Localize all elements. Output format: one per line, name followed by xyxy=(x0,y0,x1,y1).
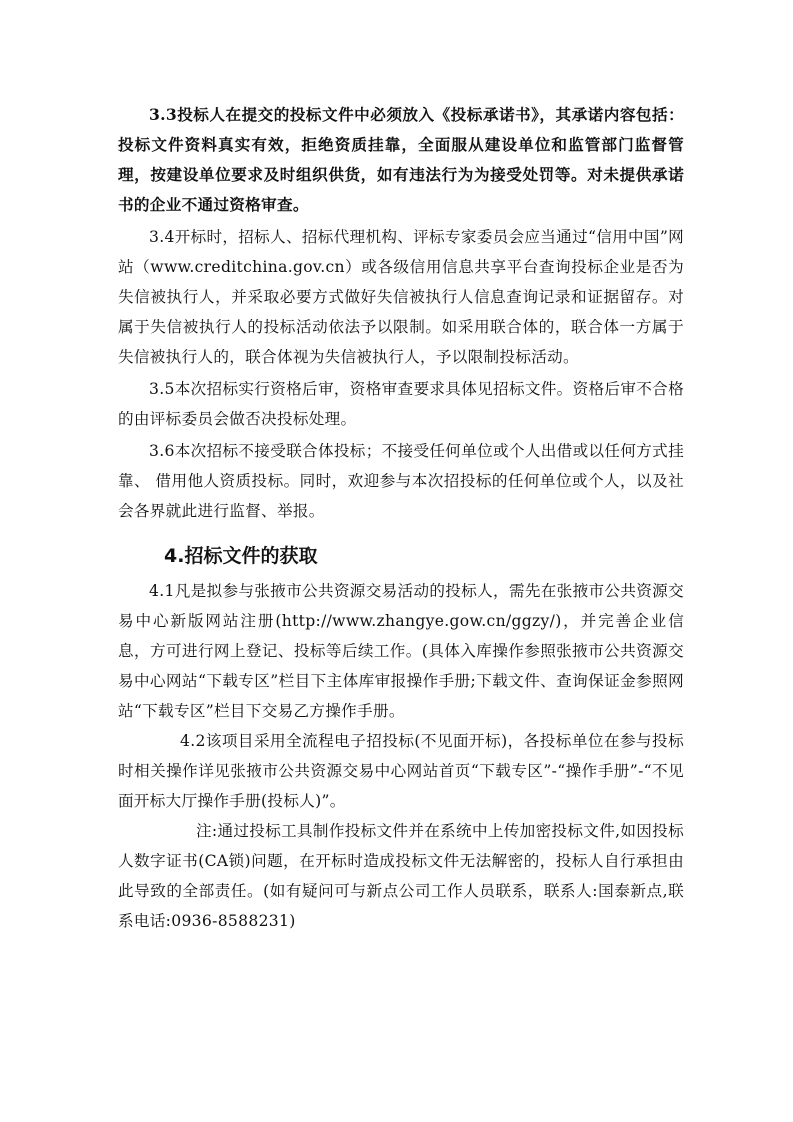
paragraph-3-5: 3.5本次招标实行资格后审，资格审查要求具体见招标文件。资格后审不合格的由评标委员会做否决投标处理。 xyxy=(118,380,684,428)
section-heading-4: 4.招标文件的获取 xyxy=(164,545,318,567)
paragraph-note: 注:通过投标工具制作投标文件并在系统中上传加密投标文件,如因投标人数字证书(CA锁)问题，在开标时造成投标文件无法解密的，投标人自行承担由此导致的全部责任。(如有疑问可与新点公司工作人员联系，联系人:国泰新点,联系电话:0936-8588231) xyxy=(118,822,684,930)
paragraph-3-3: 3.3投标人在提交的投标文件中必须放入《投标承诺书》，其承诺内容包括：投标文件资料真实有效，拒绝资质挂靠，全面服从建设单位和监管部门监督管理，按建设单位要求及时组织供货，如有违法行为为接受处罚等。对未提供承诺书的企业不通过资格审查。 xyxy=(118,105,684,214)
paragraph-4-1: 4.1凡是拟参与张掖市公共资源交易活动的投标人，需先在张掖市公共资源交易中心新版网站注册(http://www.zhangye.gow.cn/ggzy/)，并完善企业信息，方可进行网上登记、投标等后续工作。(具体入库操作参照张掖市公共资源交易中心网站“下载专区”栏目下主体库审报操作手册;下载文件、查询保证金参照网站“下载专区”栏目下交易乙方操作手册。 xyxy=(118,582,684,720)
paragraph-3-6: 3.6本次招标不接受联合体投标；不接受任何单位或个人出借或以任何方式挂靠、 借用他人资质投标。同时，欢迎参与本次招投标的任何单位或个人，以及社会各界就此进行监督、举报。 xyxy=(118,442,684,520)
paragraph-4-2: 4.2该项目采用全流程电子招投标(不见面开标)，各投标单位在参与投标时相关操作详见张掖市公共资源交易中心网站首页“下载专区”-“操作手册”-“不见面开标大厅操作手册(投标人)”。 xyxy=(118,732,684,810)
document-body xyxy=(118,100,684,936)
paragraph-3-4: 3.4开标时，招标人、招标代理机构、评标专家委员会应当通过“信用中国”网站（www.creditchina.gov.cn）或各级信用信息共享平台查询投标企业是否为失信被执行人，并采取必要方式做好失信被执行人信息查询记录和证据留存。对属于失信被执行人的投标活动依法予以限制。如采用联合体的，联合体一方属于失信被执行人的，联合体视为失信被执行人，予以限制投标活动。 xyxy=(118,228,684,366)
